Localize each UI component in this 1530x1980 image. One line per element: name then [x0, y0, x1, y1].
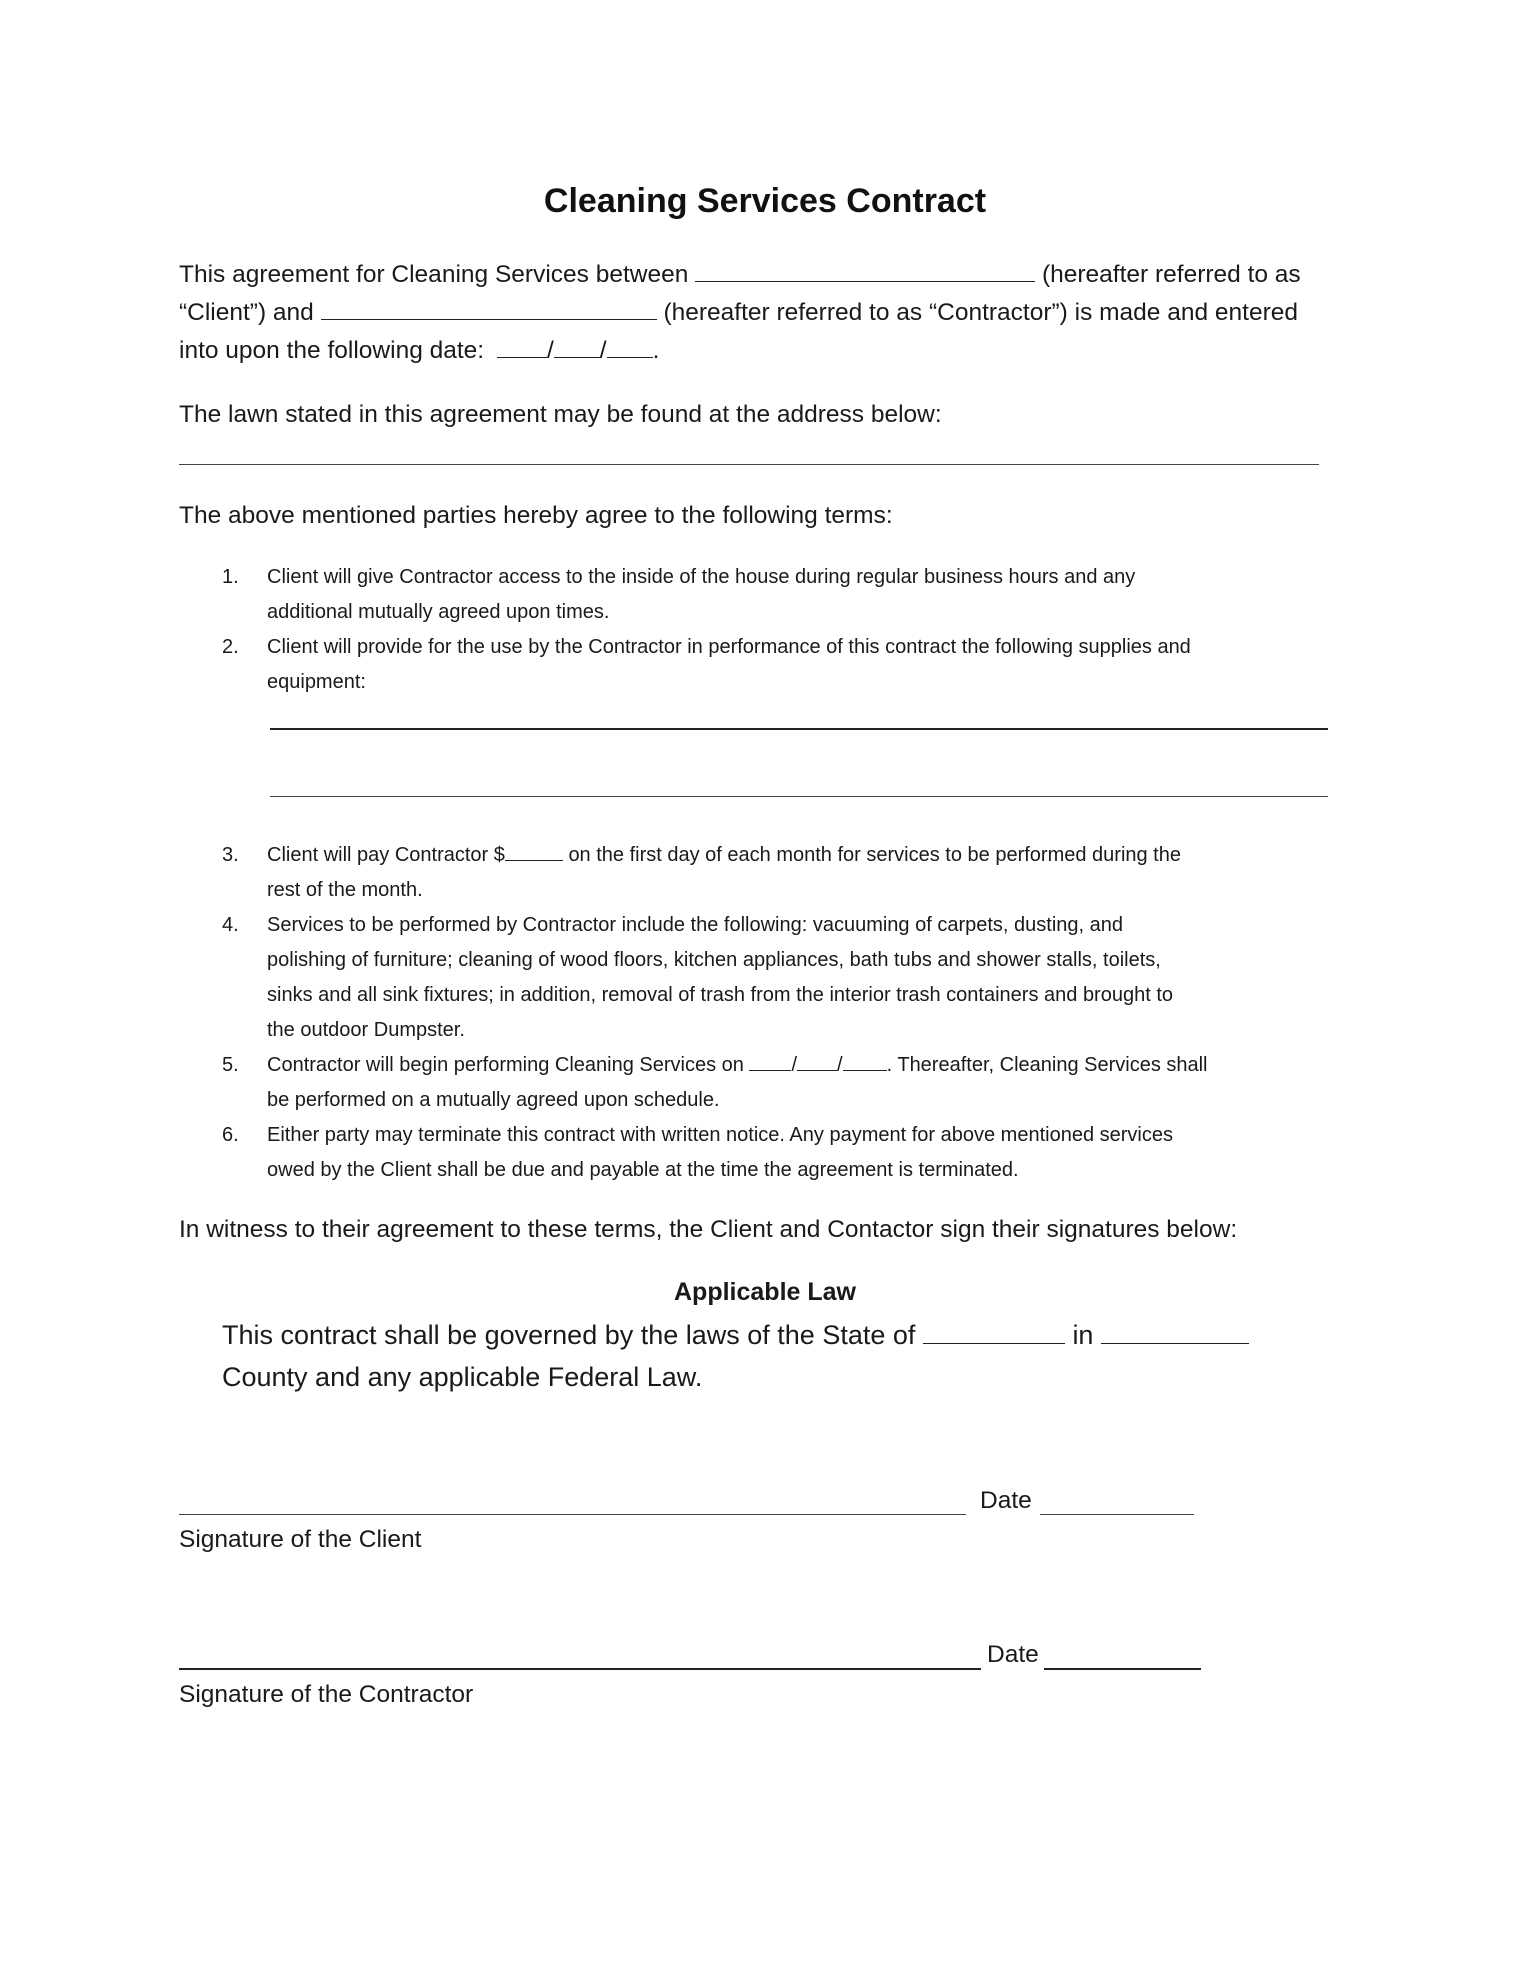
intro-line-3	[179, 332, 659, 370]
item-6-line-1: Either party may terminate this contract with written notice. Any payment for above mentioned services	[267, 1124, 1173, 1146]
client-date-line[interactable]	[1040, 1514, 1194, 1515]
period: .	[652, 337, 660, 364]
item-4-line-4: the outdoor Dumpster.	[267, 1019, 465, 1041]
law-text-b: in	[1072, 1320, 1094, 1350]
law-line-2: County and any applicable Federal Law.	[222, 1362, 703, 1392]
intro-text-2b: (hereafter referred to as “Contractor”) is made and entered	[663, 299, 1299, 326]
supplies-line-1[interactable]	[270, 728, 1328, 730]
date-separator: /	[546, 337, 554, 364]
item-5-line-1	[267, 1048, 1208, 1083]
law-text-a: This contract shall be governed by the laws of the State of	[222, 1320, 916, 1350]
item-number-4: 4.	[222, 914, 239, 936]
item-5-text-b: . Thereafter, Cleaning Services shall	[886, 1054, 1208, 1076]
item-4-line-2: polishing of furniture; cleaning of wood floors, kitchen appliances, bath tubs and shower stalls, toilets,	[267, 949, 1161, 971]
contractor-signature-label: Signature of the Contractor	[179, 1681, 474, 1708]
item-4-line-3: sinks and all sink fixtures; in addition, removal of trash from the interior trash containers and brought to	[267, 984, 1174, 1006]
start-day-field[interactable]	[797, 1054, 837, 1071]
item-number-2: 2.	[222, 636, 239, 658]
address-instruction: The lawn stated in this agreement may be found at the address below:	[179, 401, 942, 428]
date-separator: /	[599, 337, 607, 364]
item-number-6: 6.	[222, 1124, 239, 1146]
date-separator: /	[791, 1054, 798, 1076]
agreement-month-field[interactable]	[497, 337, 547, 358]
item-3-line-1	[267, 838, 1181, 873]
item-5-line-2: be performed on a mutually agreed upon schedule.	[267, 1089, 720, 1111]
item-number-1: 1.	[222, 566, 239, 588]
item-4-line-1: Services to be performed by Contractor include the following: vacuuming of carpets, dusting, and	[267, 914, 1124, 936]
item-6-line-2: owed by the Client shall be due and payable at the time the agreement is terminated.	[267, 1159, 1019, 1181]
client-name-field[interactable]	[695, 261, 1035, 282]
intro-line-2	[179, 294, 1298, 332]
contractor-date-line[interactable]	[1044, 1668, 1201, 1670]
terms-intro: The above mentioned parties hereby agree to the following terms:	[179, 502, 893, 529]
intro-text-2a: “Client”) and	[179, 299, 314, 326]
contractor-name-field[interactable]	[321, 299, 657, 320]
state-field[interactable]	[923, 1321, 1065, 1344]
item-number-5: 5.	[222, 1054, 239, 1076]
client-date-label: Date	[980, 1487, 1032, 1514]
item-number-3: 3.	[222, 844, 239, 866]
contractor-date-label: Date	[987, 1641, 1039, 1668]
law-line-1	[222, 1314, 1249, 1356]
item-2-line-2: equipment:	[267, 671, 366, 693]
applicable-law-heading: Applicable Law	[674, 1278, 856, 1306]
page-title: Cleaning Services Contract	[543, 182, 987, 220]
agreement-day-field[interactable]	[554, 337, 600, 358]
item-1-line-1: Client will give Contractor access to the inside of the house during regular business hours and any	[267, 566, 1136, 588]
item-3-text-a: Client will pay Contractor $	[267, 844, 505, 866]
witness-statement: In witness to their agreement to these terms, the Client and Contactor sign their signatures below:	[179, 1216, 1238, 1243]
date-separator: /	[837, 1054, 843, 1076]
intro-text-1b: (hereafter referred to as	[1041, 261, 1301, 288]
intro-line-1	[179, 256, 1301, 294]
item-2-line-1: Client will provide for the use by the Contractor in performance of this contract the following supplies and	[267, 636, 1191, 658]
client-signature-label: Signature of the Client	[179, 1526, 422, 1553]
item-5-text-a: Contractor will begin performing Cleaning Services on	[267, 1054, 744, 1076]
payment-amount-field[interactable]	[505, 844, 563, 861]
agreement-year-field[interactable]	[607, 337, 653, 358]
start-year-field[interactable]	[843, 1054, 887, 1071]
contractor-signature-line[interactable]	[179, 1668, 981, 1670]
item-3-line-2: rest of the month.	[267, 879, 423, 901]
item-1-line-2: additional mutually agreed upon times.	[267, 601, 610, 623]
supplies-line-2[interactable]	[270, 796, 1328, 797]
intro-text-3a: into upon the following date:	[179, 337, 485, 364]
client-signature-line[interactable]	[179, 1514, 966, 1515]
item-3-text-b: on the first day of each month for services to be performed during the	[568, 844, 1181, 866]
address-line[interactable]	[179, 464, 1319, 465]
intro-text-1a: This agreement for Cleaning Services between	[179, 261, 689, 288]
start-month-field[interactable]	[749, 1054, 791, 1071]
county-field[interactable]	[1101, 1321, 1249, 1344]
